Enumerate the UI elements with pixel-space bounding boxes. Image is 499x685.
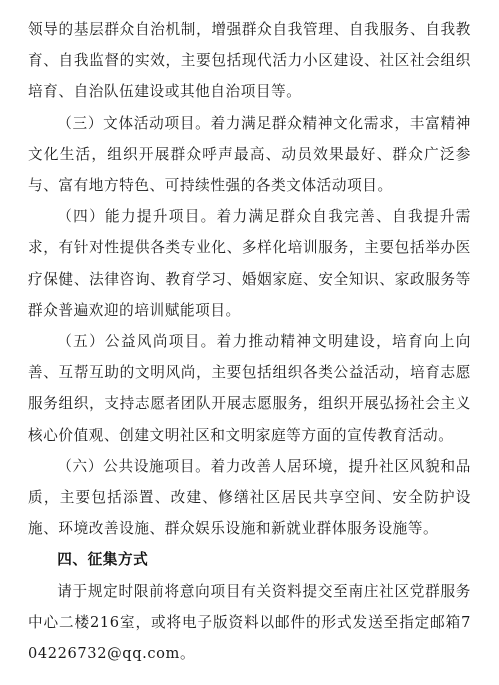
paragraph-cultural-sports-projects: （三）文体活动项目。着力满足群众精神文化需求，丰富精神文化生活，组织开展群众呼声最高、动员效果最好、群众广泛参与、富有地方特色、可持续性强的各类文体活动项目。 bbox=[28, 114, 471, 195]
paragraph-public-facility-projects: （六）公共设施项目。着力改善人居环境，提升社区风貌和品质，主要包括添置、改建、修缮社区居民共享空间、安全防护设施、环境改善设施、群众娱乐设施和新就业群体服务设施等。 bbox=[28, 457, 471, 538]
section-heading-collection-method: 四、征集方式 bbox=[57, 551, 149, 569]
paragraph-capacity-building-projects: （四）能力提升项目。着力满足群众自我完善、自我提升需求，有针对性提供各类专业化、多样化培训服务，主要包括举办医疗保健、法律咨询、教育学习、婚姻家庭、安全知识、家政服务等群众普遍欢迎的培训赋能项目。 bbox=[28, 208, 471, 319]
paragraph-public-welfare-projects: （五）公益风尚项目。着力推动精神文明建设，培育向上向善、互帮互助的文明风尚，主要包括组织各类公益活动，培育志愿服务组织，支持志愿者团队开展志愿服务，组织开展弘扬社会主义核心价值观、创建文明社区和文明家庭等方面的宣传教育活动。 bbox=[28, 333, 471, 444]
paragraph-submission-instructions: 请于规定时限前将意向项目有关资料提交至南庄社区党群服务中心二楼216室，或将电子版资料以邮件的形式发送至指定邮箱704226732@qq.com。 bbox=[28, 582, 471, 663]
paragraph-self-governance-continuation: 领导的基层群众自治机制，增强群众自我管理、自我服务、自我教育、自我监督的实效，主要包括现代活力小区建设、社区社会组织培育、自治队伍建设或其他自治项目等。 bbox=[28, 21, 471, 101]
